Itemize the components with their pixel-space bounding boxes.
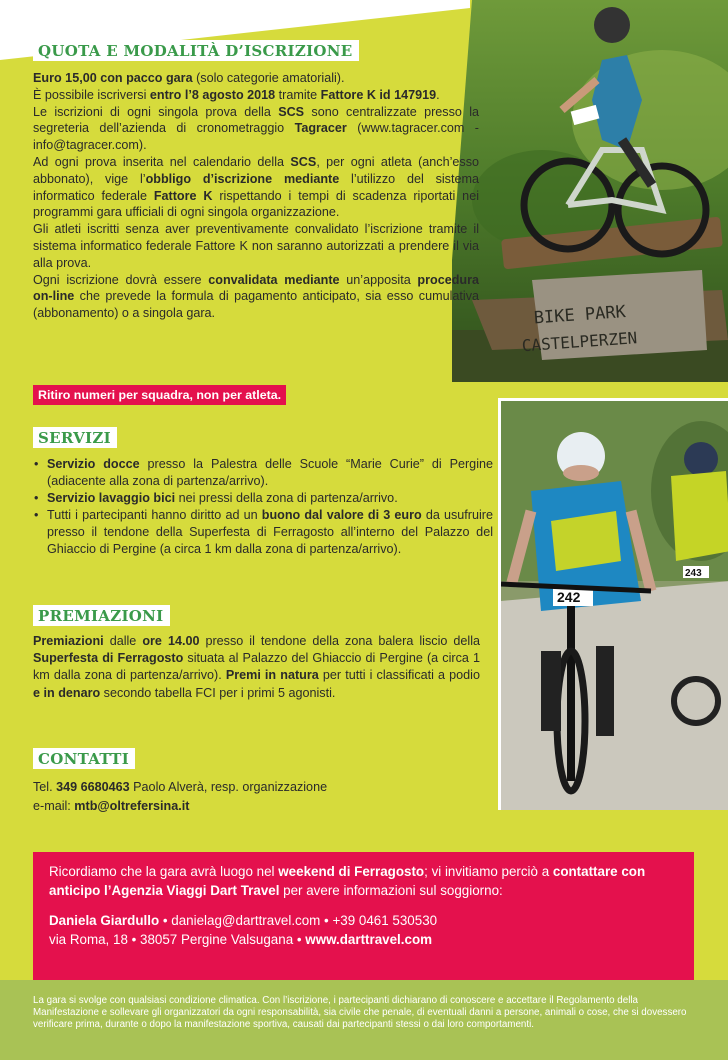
- text-run-1: • danielag@darttravel.com • +39 0461 530530: [159, 913, 438, 929]
- bold-run-3: contattare con anticipo l’Agenzia Viaggi Dart Travel: [49, 864, 646, 898]
- premiazioni-paragraph: [33, 633, 480, 702]
- bold-run-0: Premiazioni: [33, 634, 104, 648]
- text-run-1: nei pressi della zona di partenza/arrivo.: [175, 491, 398, 505]
- text-run-3: presso il tendone della zona balera liscio della: [199, 634, 480, 648]
- bold-run-0: Euro 15,00 con pacco gara: [33, 71, 193, 85]
- bold-run-1: www.darttravel.com: [305, 931, 433, 947]
- bold-run-1: buono dal valore di 3 euro: [261, 508, 422, 522]
- phone-label: Tel.: [33, 780, 57, 794]
- phone-number[interactable]: 349 6680463: [56, 780, 130, 794]
- text-run-4: per avere informazioni sul soggiorno:: [279, 882, 503, 898]
- text-run-0: Ad ogni prova inserita nel calendario della: [33, 154, 291, 169]
- bold-run-0: Servizio docce: [47, 457, 140, 471]
- text-run-5: situata al Palazzo del Ghiaccio di Pergine (a circa 1 km dalla zona di partenza/arrivo).: [33, 651, 480, 683]
- text-run-4: che prevede la formula di pagamento anticipato, sia esso cumulativa (abbonamento) o a singola gara.: [33, 289, 479, 321]
- text-run-0: Le iscrizioni di ogni singola prova della: [33, 104, 279, 119]
- section-title-quota: QUOTA E MODALITÀ D’ISCRIZIONE: [33, 40, 359, 61]
- contact-email-line: [33, 797, 483, 816]
- contatti-block: [33, 778, 483, 816]
- bold-run-8: e in denaro: [33, 685, 101, 700]
- text-run-1: (solo categorie amatoriali).: [192, 71, 345, 85]
- bold-run-1: SCS: [290, 154, 317, 169]
- bold-run-1: weekend di Ferragosto: [278, 864, 425, 879]
- text-run-0: È possibile iscriversi: [33, 87, 150, 102]
- quota-paragraph-4: [33, 154, 479, 221]
- section-title-premiazioni: PREMIAZIONI: [33, 605, 170, 626]
- banner-contact-line-2: [49, 931, 678, 950]
- section-title-contatti: CONTATTI: [33, 748, 135, 769]
- text-run-2: , per ogni atleta (anch’esso abbonato), vige l’: [33, 154, 479, 186]
- service-item-buono: [33, 507, 493, 558]
- phone-owner: Paolo Alverà, resp. organizzazione: [129, 780, 328, 794]
- bold-run-0: Daniela Giardullo: [49, 913, 160, 929]
- service-item-lavaggio: [33, 490, 493, 507]
- pickup-notice-badge: Ritiro numeri per squadra, non per atleta.: [33, 385, 286, 405]
- email-label: e-mail:: [33, 799, 75, 813]
- text-run-1: presso la Palestra delle Scuole “Marie Curie” di Pergine (adiacente alla zona di partenza/arrivo).: [47, 457, 493, 488]
- bold-run-2: ore 14.00: [142, 634, 200, 648]
- plate-rider-2: 243: [685, 568, 702, 579]
- banner-contact-line-1: [49, 912, 678, 931]
- plate-rider-1: 242: [557, 589, 581, 605]
- text-run-0: Ogni iscrizione dovrà essere: [33, 272, 209, 287]
- text-run-2: da usufruire presso il tendone della Superfesta di Ferragosto all’interno del Palazzo del Ghiaccio di Pergine (a circa 1 km dalla zona di partenza/arrivo).: [47, 508, 493, 556]
- bold-run-3: obbligo d’iscrizione mediante: [145, 171, 340, 186]
- quota-paragraph-6: [33, 272, 479, 322]
- bold-run-1: SCS: [278, 104, 305, 119]
- banner-contact: [49, 912, 678, 949]
- bold-run-5: Fattore K: [153, 188, 213, 203]
- photo-two-cyclists: [498, 398, 728, 810]
- text-run-2: un’apposita: [339, 272, 418, 287]
- sign-line-2: CASTELPERZEN: [521, 328, 638, 356]
- bold-run-1: convalidata mediante: [208, 272, 340, 287]
- bold-run-4: Superfesta di Ferragosto: [33, 651, 184, 666]
- quota-paragraph-2: [33, 87, 479, 104]
- text-run-2: sono centralizzate presso la segreteria dell’azienda di cronometraggio: [33, 104, 479, 136]
- quota-text: [33, 70, 479, 322]
- bold-run-3: procedura on-line: [33, 272, 480, 304]
- bold-run-1: entro l’8 agosto 2018: [149, 87, 276, 102]
- email-address[interactable]: mtb@oltrefersina.it: [74, 799, 190, 813]
- quota-paragraph-1: [33, 70, 479, 87]
- services-list: [33, 456, 493, 558]
- text-run-4: l’utilizzo del sistema informatico federale: [33, 171, 479, 203]
- text-run-0: via Roma, 18 • 38057 Pergine Valsugana •: [49, 931, 306, 947]
- bold-run-3: Tagracer: [294, 121, 347, 136]
- banner-intro: [49, 863, 678, 900]
- text-run-7: per tutti i classificati a podio: [318, 668, 480, 683]
- quota-paragraph-5: [33, 221, 479, 271]
- text-run-0: Gli atleti iscritti senza aver preventivamente convalidato l’iscrizione tramite il sistema informatico federale Fattore K non saranno autorizzati a prendere il via alla prova.: [33, 222, 479, 270]
- travel-agency-banner: [33, 852, 694, 980]
- text-run-9: secondo tabella FCI per i primi 5 agonisti.: [100, 685, 336, 700]
- text-run-4: (www.tagracer.com - info@tagracer.com).: [33, 121, 479, 153]
- text-run-0: Tutti i partecipanti hanno diritto ad un: [47, 508, 262, 522]
- contact-phone-line: [33, 778, 483, 797]
- text-run-1: dalle: [103, 634, 143, 648]
- text-run-2: tramite: [275, 87, 321, 102]
- bold-run-0: Servizio lavaggio bici: [47, 491, 176, 505]
- text-run-4: .: [436, 87, 440, 102]
- text-run-6: rispettando i tempi di scadenza riportati nei programmi gara ufficiali di ogni singola organizzazione.: [33, 188, 479, 220]
- bold-run-6: Premi in natura: [225, 668, 319, 683]
- disclaimer-footer: La gara si svolge con qualsiasi condizione climatica. Con l’iscrizione, i partecipanti dichiarano di conoscere e accettare il Regolamento della Manifestazione e sollevare gli organizzatori da ogni responsabilità, sia civile che penale, di eventuali danni a persone, animali o cose, che si dovessero verificare prima, durante o dopo la manifestazione sportiva, causati dai partecipanti stessi o dai loro comportamenti.: [0, 980, 728, 1060]
- sign-line-1: BIKE PARK: [533, 302, 627, 329]
- quota-paragraph-3: [33, 104, 479, 154]
- bold-run-3: Fattore K id 147919: [320, 87, 437, 102]
- text-run-0: Ricordiamo che la gara avrà luogo nel: [49, 864, 279, 879]
- section-title-servizi: SERVIZI: [33, 427, 117, 448]
- text-run-2: ; vi invitiamo perciò a: [424, 864, 553, 879]
- service-item-docce: [33, 456, 493, 490]
- photo-bike-park: [452, 0, 728, 382]
